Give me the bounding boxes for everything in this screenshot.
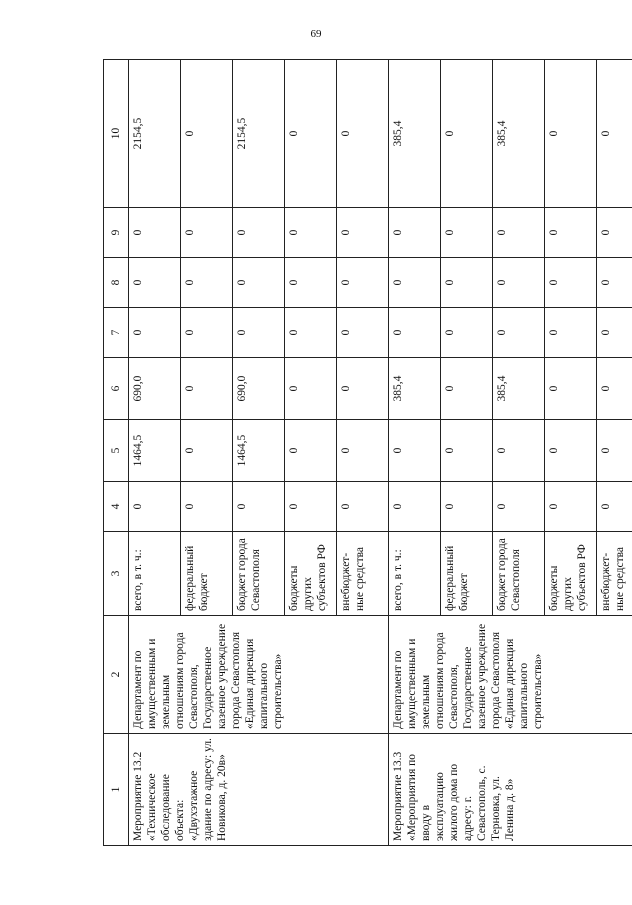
value-cell: 0 xyxy=(233,208,285,258)
value-cell: 0 xyxy=(545,358,597,420)
value-cell: 385,4 xyxy=(493,60,545,208)
value-cell: 0 xyxy=(597,482,632,532)
value-cell: 0 xyxy=(545,258,597,308)
value-cell: 0 xyxy=(545,308,597,358)
header-row xyxy=(104,60,129,846)
value-cell: 0 xyxy=(337,208,389,258)
value-cell: 0 xyxy=(493,420,545,482)
funding-source-cell: федеральный бюджет xyxy=(441,532,493,616)
value-cell: 0 xyxy=(181,60,233,208)
table-container xyxy=(103,60,627,846)
value-cell: 0 xyxy=(285,308,337,358)
page-number: 69 xyxy=(310,28,322,40)
value-cell: 2154,5 xyxy=(233,60,285,208)
value-cell: 0 xyxy=(285,482,337,532)
value-cell: 0 xyxy=(441,60,493,208)
value-cell: 0 xyxy=(337,308,389,358)
funding-source-cell: бюджет города Севастополя xyxy=(493,532,545,616)
header-cell: 7 xyxy=(104,308,129,358)
value-cell: 690,0 xyxy=(129,358,181,420)
funding-source-cell: бюджет города Севастополя xyxy=(233,532,285,616)
value-cell: 0 xyxy=(389,308,441,358)
funding-source-cell: внебюджет-ные средства xyxy=(597,532,632,616)
value-cell: 0 xyxy=(597,208,632,258)
funding-source-cell: бюджеты других субъектов РФ xyxy=(285,532,337,616)
value-cell: 0 xyxy=(285,420,337,482)
value-cell: 385,4 xyxy=(389,358,441,420)
value-cell: 0 xyxy=(181,208,233,258)
value-cell: 0 xyxy=(129,258,181,308)
value-cell: 0 xyxy=(441,358,493,420)
value-cell: 0 xyxy=(337,482,389,532)
value-cell: 0 xyxy=(493,482,545,532)
value-cell: 0 xyxy=(389,208,441,258)
funding-source-cell: федеральный бюджет xyxy=(181,532,233,616)
value-cell: 0 xyxy=(337,358,389,420)
value-cell: 0 xyxy=(337,420,389,482)
budget-table xyxy=(103,59,632,846)
value-cell: 1464,5 xyxy=(233,420,285,482)
header-cell: 4 xyxy=(104,482,129,532)
funding-source-cell: всего, в т. ч.: xyxy=(129,532,181,616)
value-cell: 0 xyxy=(545,482,597,532)
header-cell: 9 xyxy=(104,208,129,258)
value-cell: 0 xyxy=(389,420,441,482)
value-cell: 2154,5 xyxy=(129,60,181,208)
value-cell: 0 xyxy=(285,60,337,208)
value-cell: 0 xyxy=(129,482,181,532)
value-cell: 0 xyxy=(129,308,181,358)
value-cell: 1464,5 xyxy=(129,420,181,482)
value-cell: 690,0 xyxy=(233,358,285,420)
value-cell: 0 xyxy=(545,60,597,208)
executor-cell: Департамент по имущественным и земельным отношениям города Севастополя, Государственное казенное учреждение города Севастополя «Единая дирекция капитального строительства» xyxy=(129,616,389,734)
header-cell: 8 xyxy=(104,258,129,308)
value-cell: 0 xyxy=(441,482,493,532)
value-cell: 0 xyxy=(441,208,493,258)
header-cell: 1 xyxy=(104,734,129,846)
value-cell: 0 xyxy=(597,258,632,308)
table-row xyxy=(389,60,441,846)
value-cell: 0 xyxy=(545,420,597,482)
table-body xyxy=(104,60,632,846)
value-cell: 0 xyxy=(285,258,337,308)
value-cell: 0 xyxy=(233,482,285,532)
value-cell: 0 xyxy=(597,60,632,208)
value-cell: 0 xyxy=(233,258,285,308)
header-cell: 3 xyxy=(104,532,129,616)
value-cell: 0 xyxy=(181,258,233,308)
table-row xyxy=(129,60,181,846)
value-cell: 0 xyxy=(337,258,389,308)
funding-source-cell: бюджеты других субъектов РФ xyxy=(545,532,597,616)
value-cell: 0 xyxy=(545,208,597,258)
executor-cell: Департамент по имущественным и земельным отношениям города Севастополя, Государственное казенное учреждение города Севастополя «Единая дирекция капитального строительства» xyxy=(389,616,632,734)
funding-source-cell: всего, в т. ч.: xyxy=(389,532,441,616)
value-cell: 0 xyxy=(493,258,545,308)
funding-source-cell: внебюджет-ные средства xyxy=(337,532,389,616)
value-cell: 0 xyxy=(597,358,632,420)
value-cell: 0 xyxy=(493,308,545,358)
value-cell: 0 xyxy=(597,308,632,358)
value-cell: 0 xyxy=(181,482,233,532)
header-cell: 6 xyxy=(104,358,129,420)
value-cell: 0 xyxy=(597,420,632,482)
rotated-table-frame xyxy=(103,60,627,846)
header-cell: 10 xyxy=(104,60,129,208)
value-cell: 0 xyxy=(337,60,389,208)
value-cell: 385,4 xyxy=(389,60,441,208)
value-cell: 0 xyxy=(181,308,233,358)
value-cell: 0 xyxy=(441,308,493,358)
measure-cell: Мероприятие 13.3 «Мероприятия по вводу в эксплуатацию жилого дома по адресу: г. Севастополь, с. Терновка, ул. Ленина д. 8» xyxy=(389,734,632,846)
value-cell: 0 xyxy=(285,208,337,258)
value-cell: 0 xyxy=(389,258,441,308)
measure-cell: Мероприятие 13.2 «Техническое обследование объекта: «Двухэтажное здание по адресу: ул. Новикова, д. 20в» xyxy=(129,734,389,846)
value-cell: 0 xyxy=(233,308,285,358)
value-cell: 0 xyxy=(181,358,233,420)
value-cell: 0 xyxy=(441,420,493,482)
value-cell: 0 xyxy=(285,358,337,420)
value-cell: 0 xyxy=(493,208,545,258)
value-cell: 0 xyxy=(389,482,441,532)
value-cell: 0 xyxy=(181,420,233,482)
value-cell: 0 xyxy=(441,258,493,308)
header-cell: 5 xyxy=(104,420,129,482)
header-cell: 2 xyxy=(104,616,129,734)
value-cell: 385,4 xyxy=(493,358,545,420)
value-cell: 0 xyxy=(129,208,181,258)
